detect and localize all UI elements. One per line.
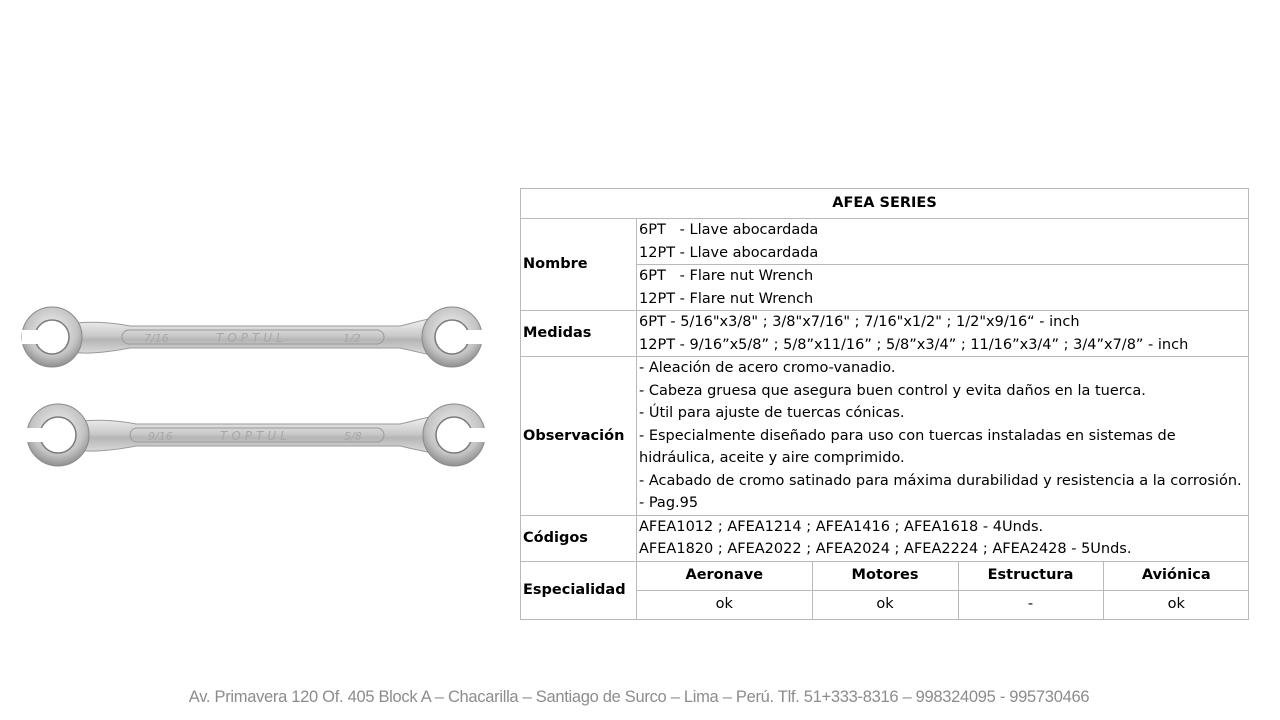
observacion-item: - Cabeza gruesa que asegura buen control y evita daños en la tuerca. [639, 382, 1146, 399]
footer-contact: Av. Primavera 120 Of. 405 Block A – Chacarilla – Santiago de Surco – Lima – Perú. Tlf. 51+333-8316 – 998324095 - 995730466 [188, 688, 1090, 706]
observacion-item: - Aleación de acero cromo-vanadio. [639, 360, 896, 376]
especialidad-header-motores: Motores [812, 562, 958, 591]
table-title: AFEA SERIES [521, 189, 1249, 219]
especialidad-value-aeronave: ok [637, 590, 812, 619]
especialidad-header-estructura: Estructura [958, 562, 1103, 591]
medidas-row [521, 311, 1249, 357]
observacion-row [521, 357, 1249, 516]
wrench-top [22, 307, 486, 367]
observacion-label: Observación [521, 357, 637, 516]
especialidad-subtable [637, 562, 1249, 619]
nombre-en-line: 12PT - Flare nut Wrench [639, 290, 814, 307]
codigos-cell [637, 515, 1249, 561]
observacion-cell [637, 357, 1249, 516]
nombre-es-line: 6PT - Llave abocardada [639, 222, 819, 238]
spec-table [520, 188, 1249, 620]
medidas-line: 6PT - 5/16"x3/8" ; 3/8"x7/16" ; 7/16"x1/2" ; 1/2"x9/16“ - inch [639, 314, 1080, 330]
codigos-row [521, 515, 1249, 561]
nombre-en-line: 6PT - Flare nut Wrench [639, 268, 814, 284]
nombre-es-line: 12PT - Llave abocardada [639, 244, 819, 261]
especialidad-value-avionica: ok [1103, 590, 1249, 619]
wrench-top-mark-right: 1/2 [343, 332, 361, 345]
wrench-top-brand: TOPTUL [216, 331, 287, 345]
nombre-es-cell [637, 219, 1249, 265]
table-title-row [521, 189, 1249, 219]
nombre-row-es [521, 219, 1249, 265]
medidas-line: 12PT - 9/16”x5/8” ; 5/8”x11/16” ; 5/8”x3/4” ; 11/16”x3/4” ; 3/4”x7/8” - inch [639, 336, 1189, 353]
wrench-bottom-mark-right: 5/8 [344, 430, 362, 443]
medidas-cell [637, 311, 1249, 357]
especialidad-value-row [637, 590, 1249, 619]
observacion-item: - Pag.95 [639, 495, 699, 511]
especialidad-row [521, 561, 1249, 619]
product-image-wrenches [20, 300, 490, 480]
especialidad-header-row [637, 562, 1249, 591]
wrench-bottom-mark-left: 9/16 [148, 430, 173, 443]
especialidad-value-estructura: - [958, 590, 1103, 619]
observacion-item: - Útil para ajuste de tuercas cónicas. [639, 405, 905, 421]
wrench-bottom [26, 404, 488, 466]
medidas-label: Medidas [521, 311, 637, 357]
wrench-bottom-brand: TOPTUL [220, 429, 291, 443]
codigos-line: AFEA1012 ; AFEA1214 ; AFEA1416 ; AFEA1618 - 4Unds. [639, 518, 1044, 535]
especialidad-cell [637, 561, 1249, 619]
nombre-label: Nombre [521, 219, 637, 311]
observacion-item: - Especialmente diseñado para uso con tuercas instaladas en sistemas de hidráulica, aceite y aire comprimido. [639, 427, 1176, 466]
nombre-en-cell [637, 265, 1249, 311]
codigos-line: AFEA1820 ; AFEA2022 ; AFEA2024 ; AFEA2224 ; AFEA2428 - 5Unds. [639, 541, 1132, 557]
wrench-top-mark-left: 7/16 [144, 332, 169, 345]
observacion-item: - Acabado de cromo satinado para máxima durabilidad y resistencia a la corrosión. [639, 472, 1242, 489]
especialidad-value-motores: ok [812, 590, 958, 619]
codigos-label: Códigos [521, 515, 637, 561]
especialidad-label: Especialidad [521, 561, 637, 619]
especialidad-header-avionica: Aviónica [1103, 562, 1249, 591]
especialidad-header-aeronave: Aeronave [637, 562, 812, 591]
